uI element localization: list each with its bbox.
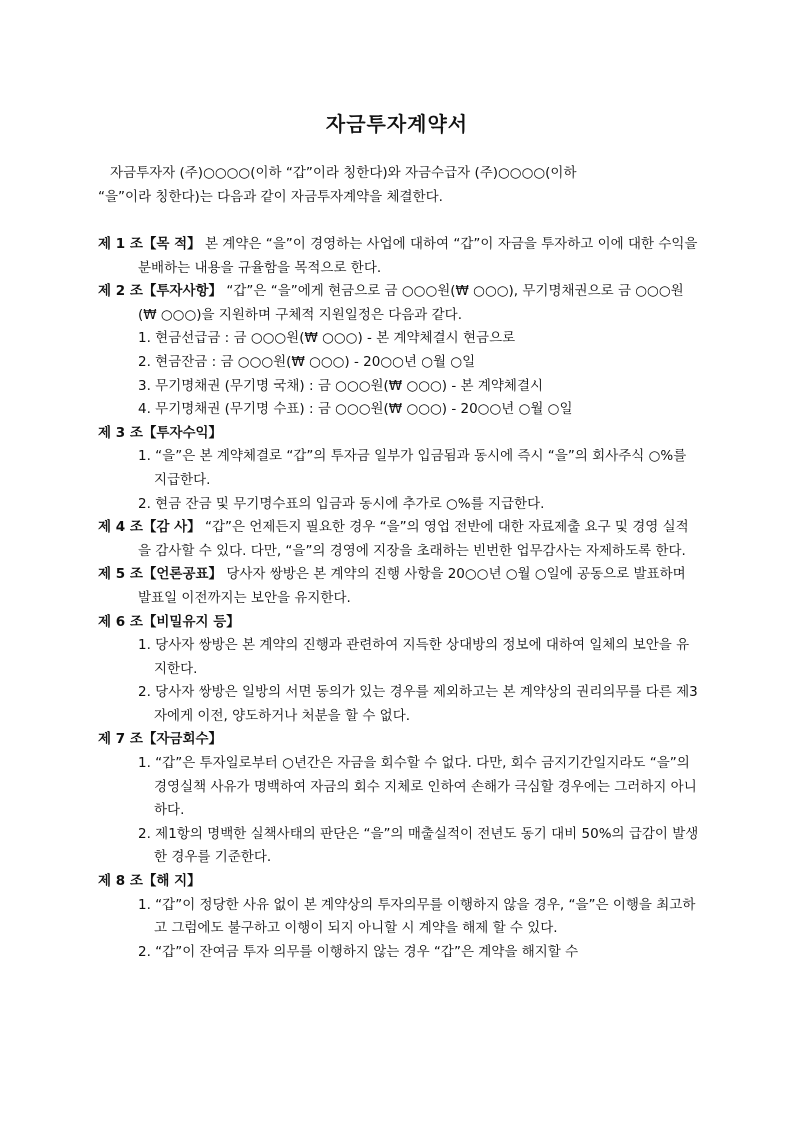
article-item: 1. 당사자 쌍방은 본 계약의 진행과 관련하여 지득한 상대방의 정보에 대하여 일체의 보안을 유지한다. bbox=[138, 637, 690, 677]
article-label: 제 4 조【감 사】 bbox=[98, 519, 201, 536]
article-item: 3. 무기명채권 (무기명 국채) : 금 ○○○원(₩ ○○○) - 본 계약체결시 bbox=[138, 377, 544, 394]
article-item: 2. “갑”이 잔여금 투자 의무를 이행하지 않는 경우 “갑”은 계약을 해지할 수 bbox=[138, 943, 579, 960]
article-label: 제 5 조【언론공표】 bbox=[98, 566, 223, 583]
article-item: 1. “을”은 본 계약체결로 “갑”의 투자금 일부가 입금됨과 동시에 즉시 “을”의 회사주식 ○%를 지급한다. bbox=[138, 448, 687, 488]
article-item: 4. 무기명채권 (무기명 수표) : 금 ○○○원(₩ ○○○) - 20○○년 ○월 ○일 bbox=[138, 401, 573, 418]
article-label: 제 7 조【자금회수】 bbox=[98, 731, 223, 748]
article-item: 2. 현금잔금 : 금 ○○○원(₩ ○○○) - 20○○년 ○월 ○일 bbox=[138, 353, 476, 370]
intro-line: 자금투자자 (주)○○○○(이하 “갑”이라 칭한다)와 자금수급자 (주)○○○○(이하 bbox=[110, 165, 577, 181]
article-item: 1. 현금선급금 : 금 ○○○원(₩ ○○○) - 본 계약체결시 현금으로 bbox=[138, 330, 516, 347]
article-items bbox=[98, 894, 700, 965]
article-text: 당사자 쌍방은 본 계약의 진행 사항을 20○○년 ○월 ○일에 공동으로 발표하며 발표일 이전까지는 보안을 유지한다. bbox=[138, 566, 686, 606]
article-4 bbox=[98, 516, 700, 563]
article-list bbox=[98, 233, 700, 964]
article-text: “갑”은 “을”에게 현금으로 금 ○○○원(₩ ○○○), 무기명채권으로 금 ○○○원(₩ ○○○)을 지원하며 구체적 지원일정은 다음과 같다. bbox=[138, 283, 684, 323]
article-label: 제 2 조【투자사항】 bbox=[98, 283, 223, 300]
article-text: “갑”은 언제든지 필요한 경우 “을”의 영업 전반에 대한 자료제출 요구 및 경영 실적을 감사할 수 있다. 다만, “을”의 경영에 지장을 초래하는 빈번한 업무감사는 자제하도록 한다. bbox=[138, 519, 689, 559]
document-title: 자금투자계약서 bbox=[325, 112, 469, 136]
article-item: 2. 당사자 쌍방은 일방의 서면 동의가 있는 경우를 제외하고는 본 계약상의 권리의무를 다른 제3자에게 이전, 양도하거나 처분을 할 수 없다. bbox=[138, 684, 698, 724]
article-2 bbox=[98, 280, 700, 422]
article-item: 1. “갑”은 투자일로부터 ○년간은 자금을 회수할 수 없다. 다만, 회수 금지기간일지라도 “을”의 경영실책 사유가 명백하여 자금의 회수 지체로 인하여 손해가 극심할 경우에는 그러하지 아니하다. bbox=[138, 755, 697, 819]
intro-paragraph bbox=[98, 162, 698, 209]
article-6 bbox=[98, 611, 700, 729]
article-3 bbox=[98, 422, 700, 516]
intro-line: “을”이라 칭한다)는 다음과 같이 자금투자계약을 체결한다. bbox=[98, 188, 443, 205]
article-5 bbox=[98, 563, 700, 610]
article-8 bbox=[98, 870, 700, 964]
article-items bbox=[98, 327, 700, 421]
article-item: 2. 현금 잔금 및 무기명수표의 입금과 동시에 추가로 ○%를 지급한다. bbox=[138, 495, 545, 512]
article-items bbox=[98, 752, 700, 870]
article-items bbox=[98, 634, 700, 728]
article-label: 제 1 조【목 적】 bbox=[98, 236, 201, 252]
article-1 bbox=[98, 233, 700, 280]
article-label: 제 6 조【비밀유지 등】 bbox=[98, 613, 240, 630]
article-item: 1. “갑”이 정당한 사유 없이 본 계약상의 투자의무를 이행하지 않을 경우, “을”은 이행을 최고하고 그럼에도 불구하고 이행이 되지 아니할 시 계약을 해제 할 수 있다. bbox=[138, 896, 696, 937]
article-label: 제 8 조【해 지】 bbox=[98, 873, 201, 890]
article-label: 제 3 조【투자수익】 bbox=[98, 424, 223, 441]
article-text: 본 계약은 “을”이 경영하는 사업에 대하여 “갑”이 자금을 투자하고 이에 대한 수익을 분배하는 내용을 규율함을 목적으로 한다. bbox=[138, 236, 698, 276]
article-item: 2. 제1항의 명백한 실책사태의 판단은 “을”의 매출실적이 전년도 동기 대비 50%의 급감이 발생한 경우를 기준한다. bbox=[138, 825, 699, 866]
article-items bbox=[98, 445, 700, 516]
article-7 bbox=[98, 728, 700, 870]
